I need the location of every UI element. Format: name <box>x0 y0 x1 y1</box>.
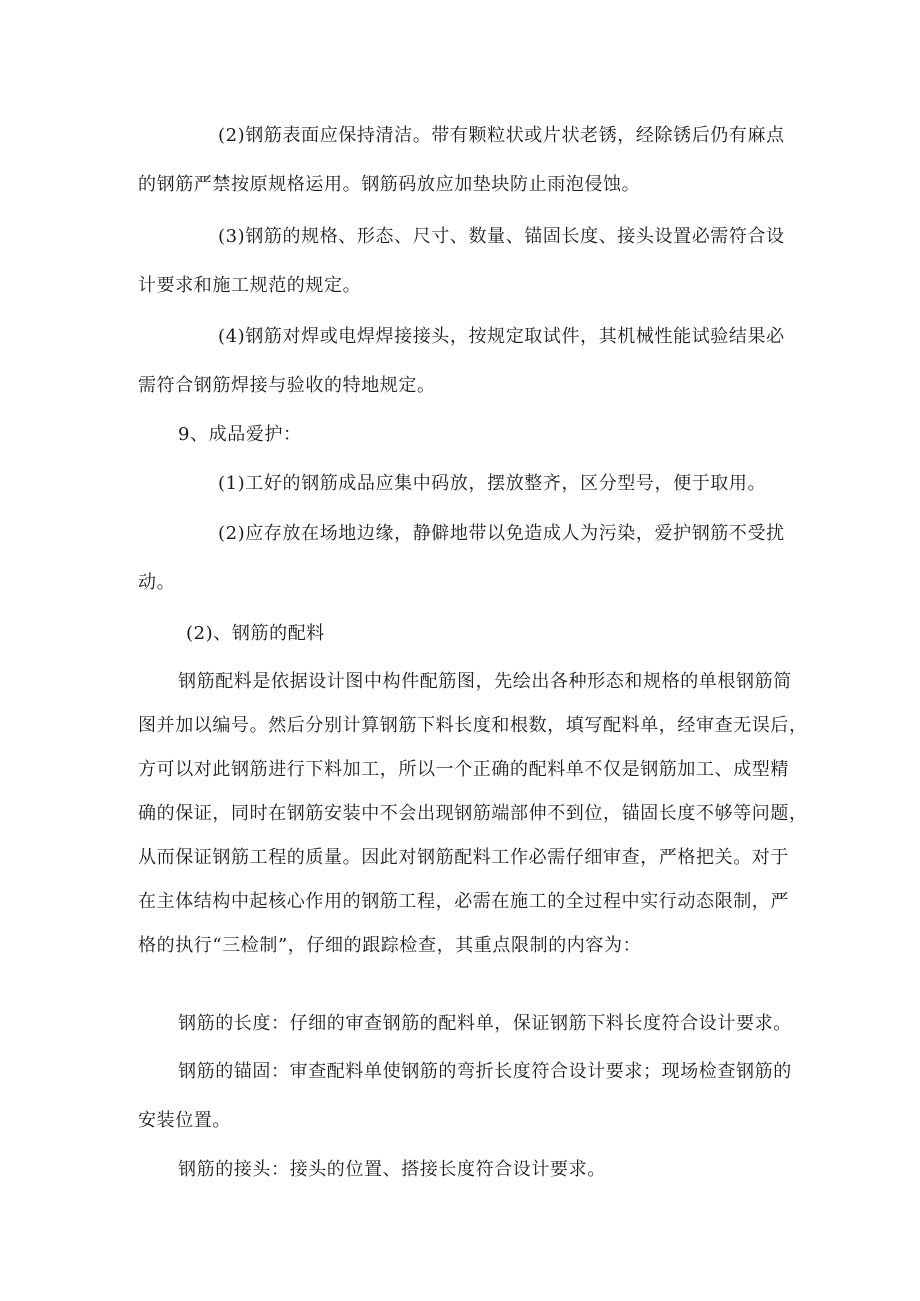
paragraph-line: (3)钢筋的规格、形态、尺寸、数量、锚固长度、接头设置必需符合设 <box>218 226 785 247</box>
paragraph-line: 钢筋的长度：仔细的审查钢筋的配料单，保证钢筋下料长度符合设计要求。 <box>178 1013 792 1034</box>
paragraph-line: 图并加以编号。然后分别计算钢筋下料长度和根数，填写配料单，经审查无误后， <box>138 715 808 736</box>
paragraph-line: 的钢筋严禁按原规格运用。钢筋码放应加垫块防止雨泡侵蚀。 <box>138 174 641 195</box>
paragraph-line: 钢筋的锚固：审查配料单使钢筋的弯折长度符合设计要求；现场检查钢筋的 <box>178 1061 792 1082</box>
section-heading: 9、成品爱护： <box>178 424 302 445</box>
section-heading: (2)、钢筋的配料 <box>186 623 325 644</box>
paragraph-line: 从而保证钢筋工程的质量。因此对钢筋配料工作必需仔细审查，严格把关。对于 <box>138 847 789 868</box>
paragraph-line: 格的执行“三检制”，仔细的跟踪检查，其重点限制的内容为： <box>138 935 642 956</box>
paragraph-line: 方可以对此钢筋进行下料加工，所以一个正确的配料单不仅是钢筋加工、成型精 <box>138 759 789 780</box>
paragraph-line: 动。 <box>138 572 176 593</box>
paragraph-line: (2)应存放在场地边缘，静僻地带以免造成人为污染，爱护钢筋不受扰 <box>218 523 785 544</box>
paragraph-line: (1)工好的钢筋成品应集中码放，摆放整齐，区分型号，便于取用。 <box>218 473 767 494</box>
paragraph-line: 安装位置。 <box>138 1110 231 1131</box>
paragraph-line: (2)钢筋表面应保持清洁。带有颗粒状或片状老锈，经除锈后仍有麻点 <box>218 125 785 146</box>
paragraph-line: 需符合钢筋焊接与验收的特地规定。 <box>138 375 436 396</box>
paragraph-line: 在主体结构中起核心作用的钢筋工程，必需在施工的全过程中实行动态限制，严 <box>138 891 789 912</box>
paragraph-line: 钢筋的接头：接头的位置、搭接长度符合设计要求。 <box>178 1159 606 1180</box>
paragraph-line: 确的保证，同时在钢筋安装中不会出现钢筋端部伸不到位，锚固长度不够等问题， <box>138 803 808 824</box>
paragraph-line: 钢筋配料是依据设计图中构件配筋图，先绘出各种形态和规格的单根钢筋简 <box>178 671 792 692</box>
paragraph-line: (4)钢筋对焊或电焊焊接接头，按规定取试件，其机械性能试验结果必 <box>218 326 785 347</box>
paragraph-line: 计要求和施工规范的规定。 <box>138 275 362 296</box>
